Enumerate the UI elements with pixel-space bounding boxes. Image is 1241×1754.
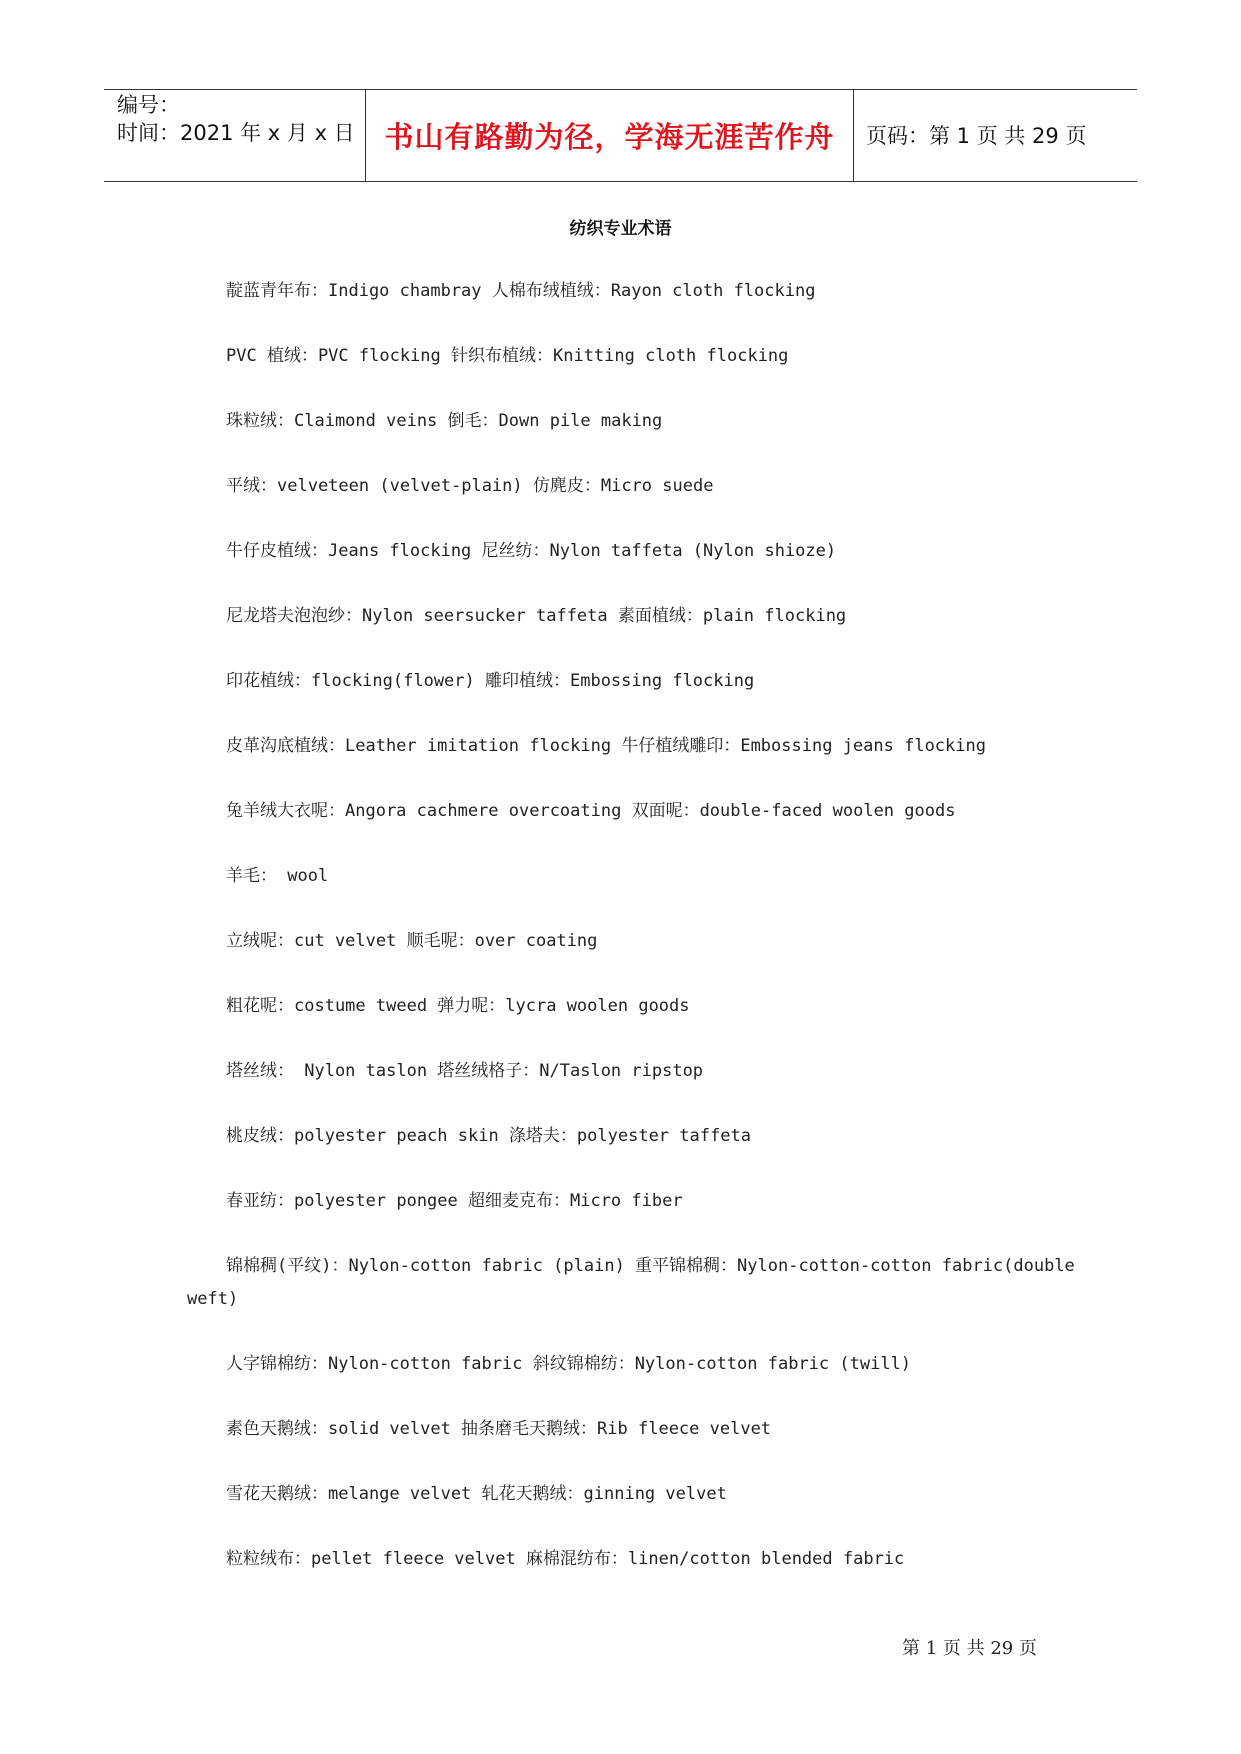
term-line: 羊毛： wool xyxy=(226,866,329,886)
term-line: 立绒呢：cut velvet 顺毛呢：over coating xyxy=(226,931,598,951)
term-line: 素色天鹅绒：solid velvet 抽条磨毛天鹅绒：Rib fleece velvet xyxy=(226,1419,772,1439)
header-divider-right xyxy=(853,89,854,181)
document-title: 纺织专业术语 xyxy=(569,219,672,239)
term-line: 印花植绒：flocking(flower) 雕印植绒：Embossing flocking xyxy=(226,671,755,691)
term-line: 靛蓝青年布：Indigo chambray 人棉布绒植绒：Rayon cloth flocking xyxy=(226,281,816,301)
term-line: 人字锦棉纺：Nylon-cotton fabric 斜纹锦棉纺：Nylon-cotton fabric (twill) xyxy=(226,1354,912,1374)
document-number-label: 编号： xyxy=(117,93,180,117)
term-line: 春亚纺：polyester pongee 超细麦克布：Micro fiber xyxy=(226,1191,683,1211)
term-line: 皮革沟底植绒：Leather imitation flocking 牛仔植绒雕印：Embossing jeans flocking xyxy=(226,736,986,756)
page-footer: 第 1 页 共 29 页 xyxy=(902,1638,1037,1659)
header-meta xyxy=(117,91,357,147)
term-line: 牛仔皮植绒：Jeans flocking 尼丝纺：Nylon taffeta (Nylon shioze) xyxy=(226,541,837,561)
term-line: 粗花呢：costume tweed 弹力呢：lycra woolen goods xyxy=(226,996,690,1016)
term-line-wrapped xyxy=(187,1250,1075,1316)
term-line-first: 锦棉稠(平纹)：Nylon-cotton fabric (plain) 重平锦棉稠：Nylon-cotton-cotton fabric(double xyxy=(226,1256,1075,1276)
term-line: 珠粒绒：Claimond veins 倒毛：Down pile making xyxy=(226,411,663,431)
term-line: 桃皮绒：polyester peach skin 涤塔夫：polyester taffeta xyxy=(226,1126,751,1146)
header-page-info: 页码：第 1 页 共 29 页 xyxy=(866,124,1087,148)
header-bottom-rule xyxy=(104,181,1137,182)
term-line: PVC 植绒：PVC flocking 针织布植绒：Knitting cloth flocking xyxy=(226,346,789,366)
term-line: 尼龙塔夫泡泡纱：Nylon seersucker taffeta 素面植绒：plain flocking xyxy=(226,606,847,626)
term-line: 兔羊绒大衣呢：Angora cachmere overcoating 双面呢：double-faced woolen goods xyxy=(226,801,956,821)
term-line: 塔丝绒： Nylon taslon 塔丝绒格子：N/Taslon ripstop xyxy=(226,1061,704,1081)
document-time-label: 时间：2021 年 x 月 x 日 xyxy=(117,121,355,145)
term-line: 雪花天鹅绒：melange velvet 轧花天鹅绒：ginning velvet xyxy=(226,1484,727,1504)
header-motto: 书山有路勤为径，学海无涯苦作舟 xyxy=(384,119,835,154)
term-line: 粒粒绒布：pellet fleece velvet 麻棉混纺布：linen/cotton blended fabric xyxy=(226,1549,905,1569)
term-line-continuation: weft) xyxy=(187,1289,239,1309)
term-line: 平绒：velveteen (velvet-plain) 仿麂皮：Micro suede xyxy=(226,476,714,496)
